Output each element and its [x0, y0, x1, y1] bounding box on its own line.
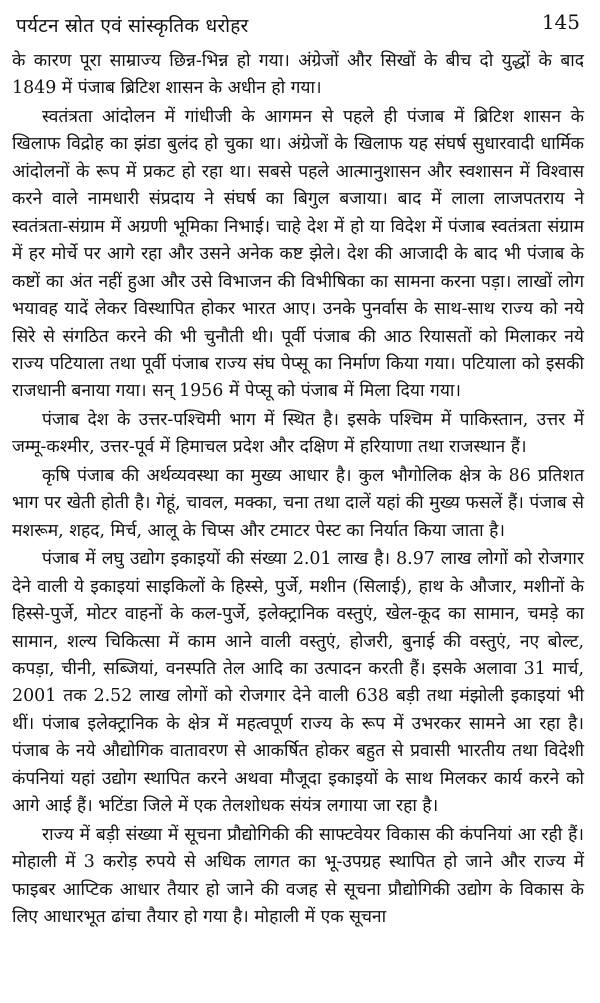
paragraph-freedom-movement: स्वतंत्रता आंदोलन में गांधीजी के आगमन से पहले ही पंजाब में ब्रिटिश शासन के खिलाफ विद्रोह का झंडा बुलंद हो चुका था। अंग्रेजों के खिलाफ यह संघर्ष सुधारवादी धार्मिक आंदोलनों के रूप में प्रकट हो रहा था। सबसे पहले आत्मानुशासन और स्वशासन में विश्वास करने वाले नामधारी संप्रदाय ने संघर्ष का बिगुल बजाया। बाद में लाला लाजपतराय ने स्वतंत्रता-संग्राम में अग्रणी भूमिका निभाई। चाहे देश में हो या विदेश में पंजाब स्वतंत्रता संग्राम में हर मोर्चे पर आगे रहा और उसने अनेक कष्ट झेले। देश की आजादी के बाद भी पंजाब के कष्टों का अंत नहीं हुआ और उसे विभाजन की विभीषिका का सामना करना पड़ा। लाखों लोग भयावह यादें लेकर विस्थापित होकर भारत आए। उनके पुनर्वास के साथ-साथ राज्य को नये सिरे से संगठित करने की भी चुनौती थी। पूर्वी पंजाब की आठ रियासतों को मिलाकर नये राज्य पटियाला तथा पूर्वी पंजाब राज्य संघ पेप्सू का निर्माण किया गया। पटियाला को इसकी राजधानी बनाया गया। सन् 1956 में पेप्सू को पंजाब में मिला दिया गया।	[12, 106, 584, 402]
paragraph-information-technology: राज्य में बड़ी संख्या में सूचना प्रौद्योगिकी की साफ्टवेयर विकास की कंपनियां आ रही हैं। मोहाली में 3 करोड़ रुपये से अधिक लागत का भू-उपग्रह स्थापित हो जाने और राज्य में फाइबर आप्टिक आधार तैयार हो जाने की वजह से सूचना प्रौद्योगिकी उद्योग के विकास के लिए आधारभूत ढांचा तैयार हो गया है। मोहाली में एक सूचना	[12, 824, 584, 928]
running-header	[12, 8, 584, 48]
paragraph-industry: पंजाब में लघु उद्योग इकाइयों की संख्या 2.01 लाख है। 8.97 लाख लोगों को रोजगार देने वाली ये इकाइयां साइकिलों के हिस्से, पुर्जे, मशीन (सिलाई), हाथ के औजार, मशीनों के हिस्से-पुर्जे, मोटर वाहनों के कल-पुर्जे, इलेक्ट्रानिक वस्तुएं, खेल-कूद का सामान, चमड़े का सामान, शल्य चिकित्सा में काम आने वाली वस्तुएं, होजरी, बुनाई की वस्तुएं, नए बोल्ट, कपड़ा, चीनी, सब्जियां, वनस्पति तेल आदि का उत्पादन करती हैं। इसके अलावा 31 मार्च, 2001 तक 2.52 लाख लोगों को रोजगार देने वाली 638 बड़ी तथा मंझोली इकाइयां भी थीं। पंजाब इलेक्ट्रानिक के क्षेत्र में महत्वपूर्ण राज्य के रूप में उभरकर सामने आ रहा है। पंजाब के नये औद्योगिक वातावरण से आकर्षित होकर बहुत से प्रवासी भारतीय तथा विदेशी कंपनियां यहां उद्योग स्थापित करने अथवा मौजूदा इकाइयों के साथ मिलकर कार्य करने को आगे आई हैं। भटिंडा जिले में एक तेलशोधक संयंत्र लगाया जा रहा है।	[12, 549, 584, 817]
paragraph-agriculture: कृषि पंजाब की अर्थव्यवस्था का मुख्य आधार है। कुल भौगोलिक क्षेत्र के 86 प्रतिशत भाग पर खेती होती है। गेहूं, चावल, मक्का, चना तथा दालें यहां की मुख्य फसलें हैं। पंजाब से मशरूम, शहद, मिर्च, आलू के चिप्स और टमाटर पेस्ट का निर्यात किया जाता है।	[12, 465, 584, 541]
paragraph-continued: के कारण पूरा साम्राज्य छिन्न-भिन्न हो गया। अंग्रेजों और सिखों के बीच दो युद्धों के बाद 1849 में पंजाब ब्रिटिश शासन के अधीन हो गया।	[12, 51, 584, 99]
chapter-title: पर्यटन स्रोत एवं सांस्कृतिक धरोहर	[16, 15, 249, 37]
paragraph-geography: पंजाब देश के उत्तर-पश्चिमी भाग में स्थित है। इसके पश्चिम में पाकिस्तान, उत्तर में जम्मू-कश्मीर, उत्तर-पूर्व में हिमाचल प्रदेश और दक्षिण में हरियाणा तथा राजस्थान हैं।	[12, 409, 584, 458]
page-number: 145	[541, 10, 580, 34]
body-text	[12, 48, 584, 932]
